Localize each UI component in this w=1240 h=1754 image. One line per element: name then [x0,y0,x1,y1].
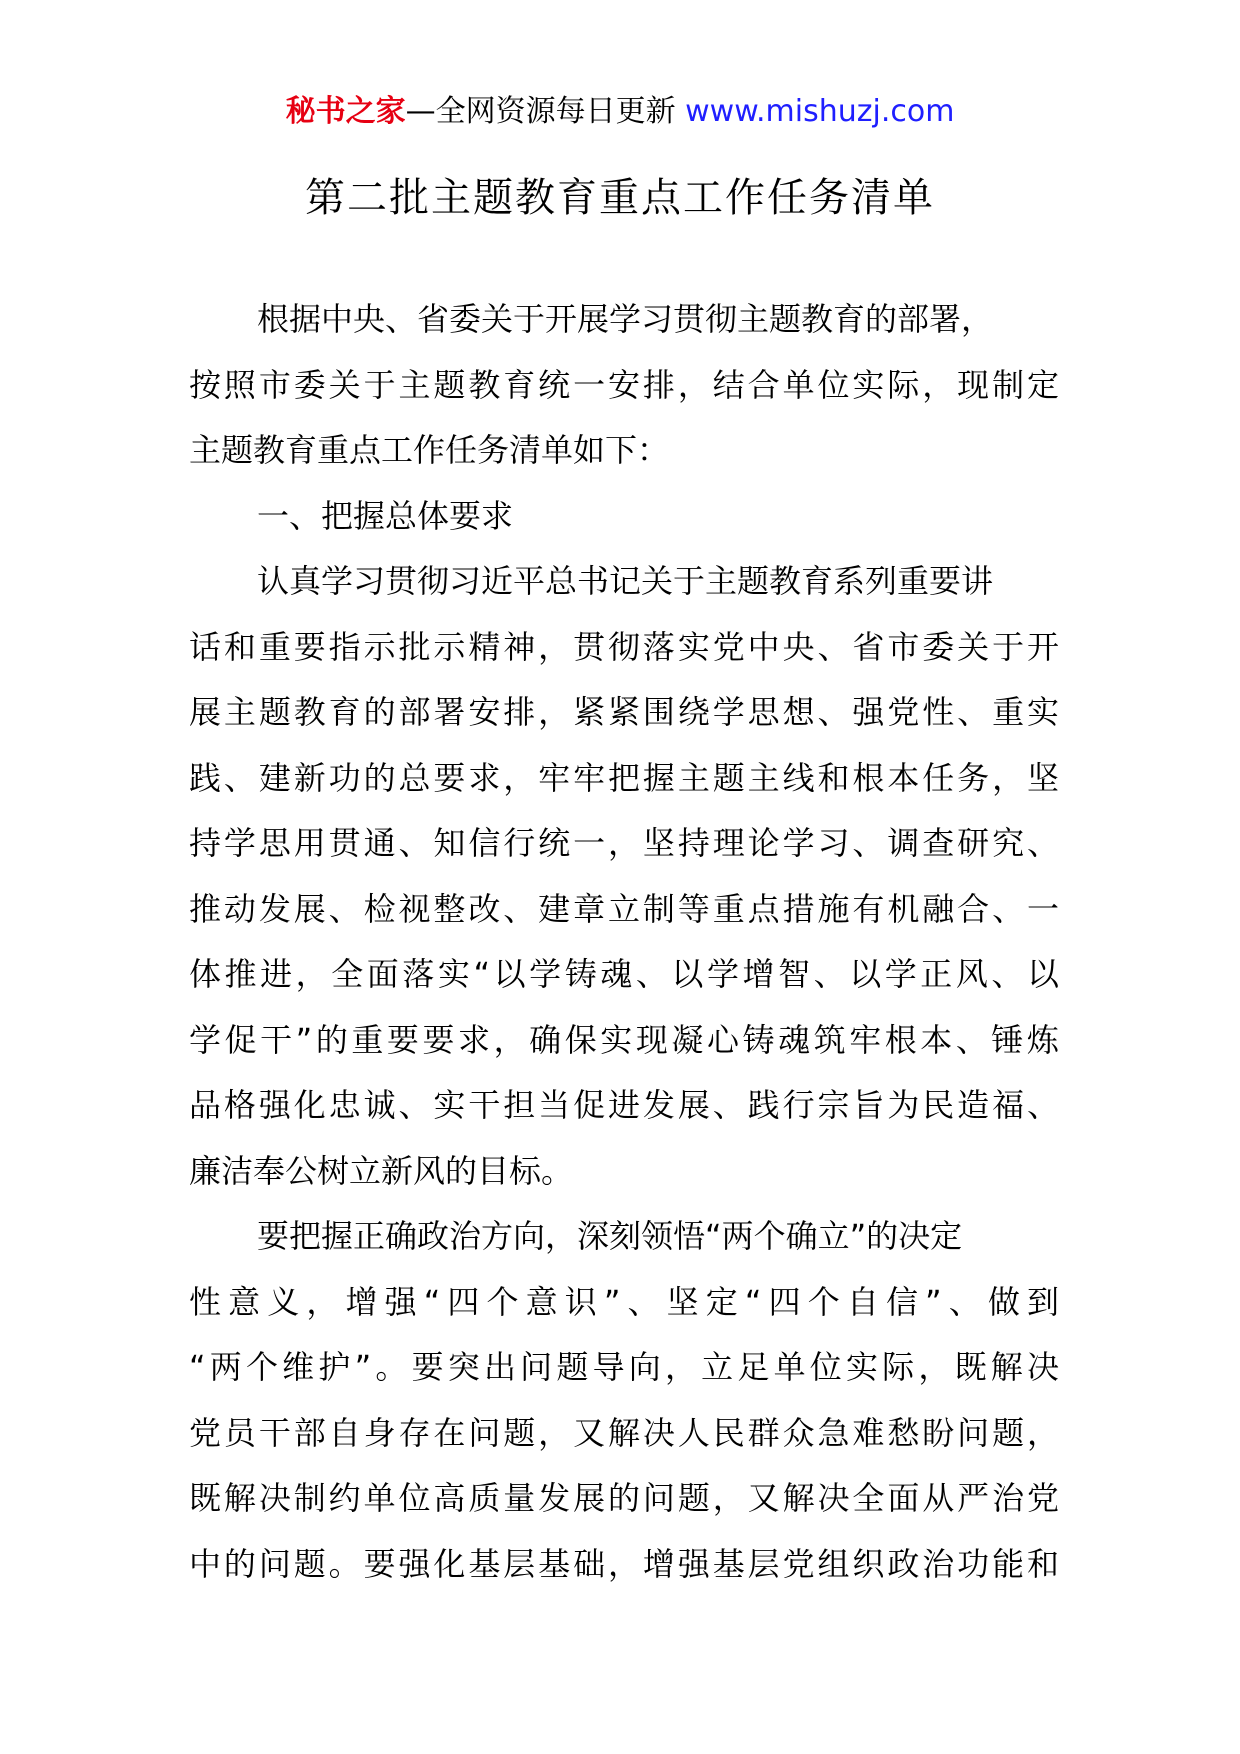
paragraph-line: 推动发展、检视整改、建章立制等重点措施有机融合、一 [189,889,1059,928]
paragraph-line: 根据中央、省委关于开展学习贯彻主题教育的部署， [257,300,994,338]
paragraph-line: 按照市委关于主题教育统一安排，结合单位实际，现制定 [189,365,1059,404]
paragraph-line: 中的问题。要强化基层基础，增强基层党组织政治功能和 [189,1544,1059,1583]
paragraph-line: 主题教育重点工作任务清单如下： [189,431,670,469]
paragraph-line: 廉洁奉公树立新风的目标。 [189,1151,574,1190]
site-header [0,92,1240,132]
paragraph-line: 性意义，增强“四个意识”、坚定“四个自信”、做到 [189,1282,1059,1321]
site-url-link[interactable]: www.mishuzj.com [685,94,955,129]
paragraph-line: “两个维护”。要突出问题导向，立足单位实际，既解决 [189,1348,1059,1386]
paragraph-line: 认真学习贯彻习近平总书记关于主题教育系列重要讲 [257,562,994,600]
paragraph-line: 体推进，全面落实“以学铸魂、以学增智、以学正风、以 [189,955,1059,993]
paragraph-line: 话和重要指示批示精神，贯彻落实党中央、省市委关于开 [189,627,1059,666]
paragraph-line: 既解决制约单位高质量发展的问题，又解决全面从严治党 [189,1479,1059,1517]
paragraph-line: 持学思用贯通、知信行统一，坚持理论学习、调查研究、 [189,824,1059,862]
document-title: 第二批主题教育重点工作任务清单 [305,175,935,221]
paragraph-line: 品格强化忠诚、实干担当促进发展、践行宗旨为民造福、 [189,1086,1059,1124]
paragraph-line: 践、建新功的总要求，牢牢把握主题主线和根本任务，坚 [189,758,1059,797]
section-heading: 一、把握总体要求 [257,496,514,535]
paragraph-line: 展主题教育的部署安排，紧紧围绕学思想、强党性、重实 [189,693,1059,731]
site-brand: 秘书之家 [285,94,406,129]
paragraph-line: 党员干部自身存在问题，又解决人民群众急难愁盼问题， [189,1413,1059,1452]
paragraph-line: 要把握正确政治方向，深刻领悟“两个确立”的决定 [257,1217,963,1255]
paragraph-line: 学促干”的重要要求，确保实现凝心铸魂筑牢根本、锤炼 [189,1020,1059,1059]
document-body [189,297,1059,1607]
site-tagline: —全网资源每日更新 [405,94,686,129]
